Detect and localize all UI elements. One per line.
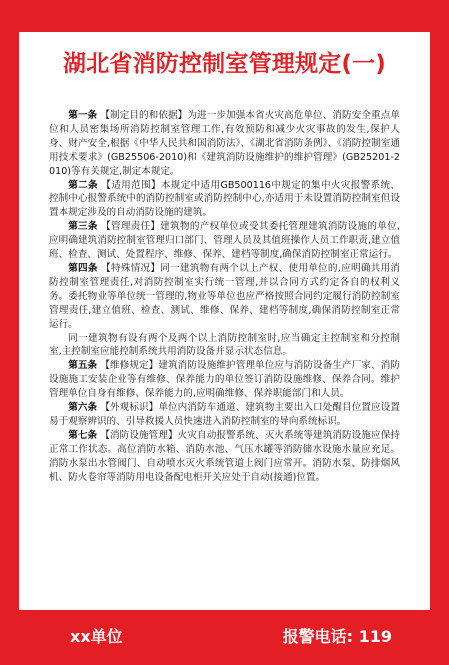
article-text: 【制定目的和依据】为进一步加强本省火灾高危单位、消防安全重点单位和人员密集场所消防控制室管理工作,有效预防和减少火灾事故的发生,保护人身、财产安全,根据《中华人民共和国消防法》、《湖北省消防条例》、《消防控制室通用技术要求》(GB25506-2010)和《建筑消防设施维护的维护管理》(GB25201-2010)等有关规定,制定本规定。: [49, 110, 400, 177]
article-text: 【管理责任】建筑物的产权单位或受其委托管理建筑消防设施的单位,应明确建筑消防控制室管理归口部门、管理人员及其值班操作人员工作职责,建立值班、检查、测试、处置程序、维修、保养、建档等制度,确保消防控制室正常运行。: [49, 221, 400, 261]
article-label: 第六条: [68, 402, 98, 414]
unit-name: xx单位: [70, 627, 123, 646]
article-text: 【消防设施管理】火灾自动报警系统、灭火系统等建筑消防设施应保持正常工作状态。高位消防水箱、消防水池、气压水罐等消防储水设施水量应充足。消防水泵出水管阀门、自动喷水灭火系统管道上阀门应常开。消防水泵、防排烟风机、防火卷帘等消防用电设备配电柜开关应处于自动(接通)位置。: [49, 429, 400, 483]
article-3: [49, 220, 400, 262]
article-text: 【维修规定】建筑消防设施维护管理单位应与消防设备生产厂家、消防设施施工安装企业等有维修、保养能力的单位签订消防设施维修、保养合同。维护管理单位自身有维修、保养能力的,应明确维修、保养职能部门和人员。: [49, 360, 400, 400]
article-label: 第四条: [68, 262, 98, 274]
article-label: 第二条: [68, 179, 98, 191]
page-title: 湖北省消防控制室管理规定(一): [62, 51, 387, 77]
article-label: 第一条: [68, 110, 98, 121]
footer: [0, 622, 449, 652]
title-band: [19, 32, 430, 100]
alarm-phone: 报警电话: 119: [282, 627, 392, 646]
article-2: [49, 179, 400, 221]
article-4: [49, 262, 400, 332]
article-4-continued: [49, 332, 400, 360]
article-label: 第三条: [68, 221, 98, 233]
article-text: 同一建筑物有设有两个及两个以上消防控制室时,应当确定主控制室和分控制室,主控制室应能控制系统共用消防设备并显示状态信息。: [49, 332, 400, 358]
article-7: [49, 429, 400, 485]
regulation-text-panel: [19, 100, 430, 610]
article-text: 【特殊情况】同一建筑物有两个以上产权、使用单位的,应明确共用消防控制室管理责任,对消防控制室实行统一管理,并以合同方式约定各自的权利义务。委托物业等单位统一管理的,物业等单位也应严格按照合同约定履行消防控制室管理责任,建立值班、检查、测试、维修、保养、建档等制度,确保消防控制室正常运行。: [49, 262, 400, 330]
article-5: [49, 359, 400, 401]
article-text: 【外观标识】单位内消防车通道、建筑物主要出入口处醒目位置应设置易于观察辨识的、引导救援人员快速进入消防控制室的导向系统标识。: [49, 402, 400, 427]
article-1: [49, 109, 400, 179]
article-label: 第七条: [68, 429, 98, 441]
article-label: 第五条: [68, 360, 98, 372]
article-6: [49, 401, 400, 429]
article-text: 【适用范围】本规定中适用GB500116中规定的集中火灾报警系统、控制中心报警系统中的消防控制室或消防控制中心,亦适用于未设置消防控制室但设置本规定涉及的自动消防设施的建筑。: [49, 179, 401, 219]
